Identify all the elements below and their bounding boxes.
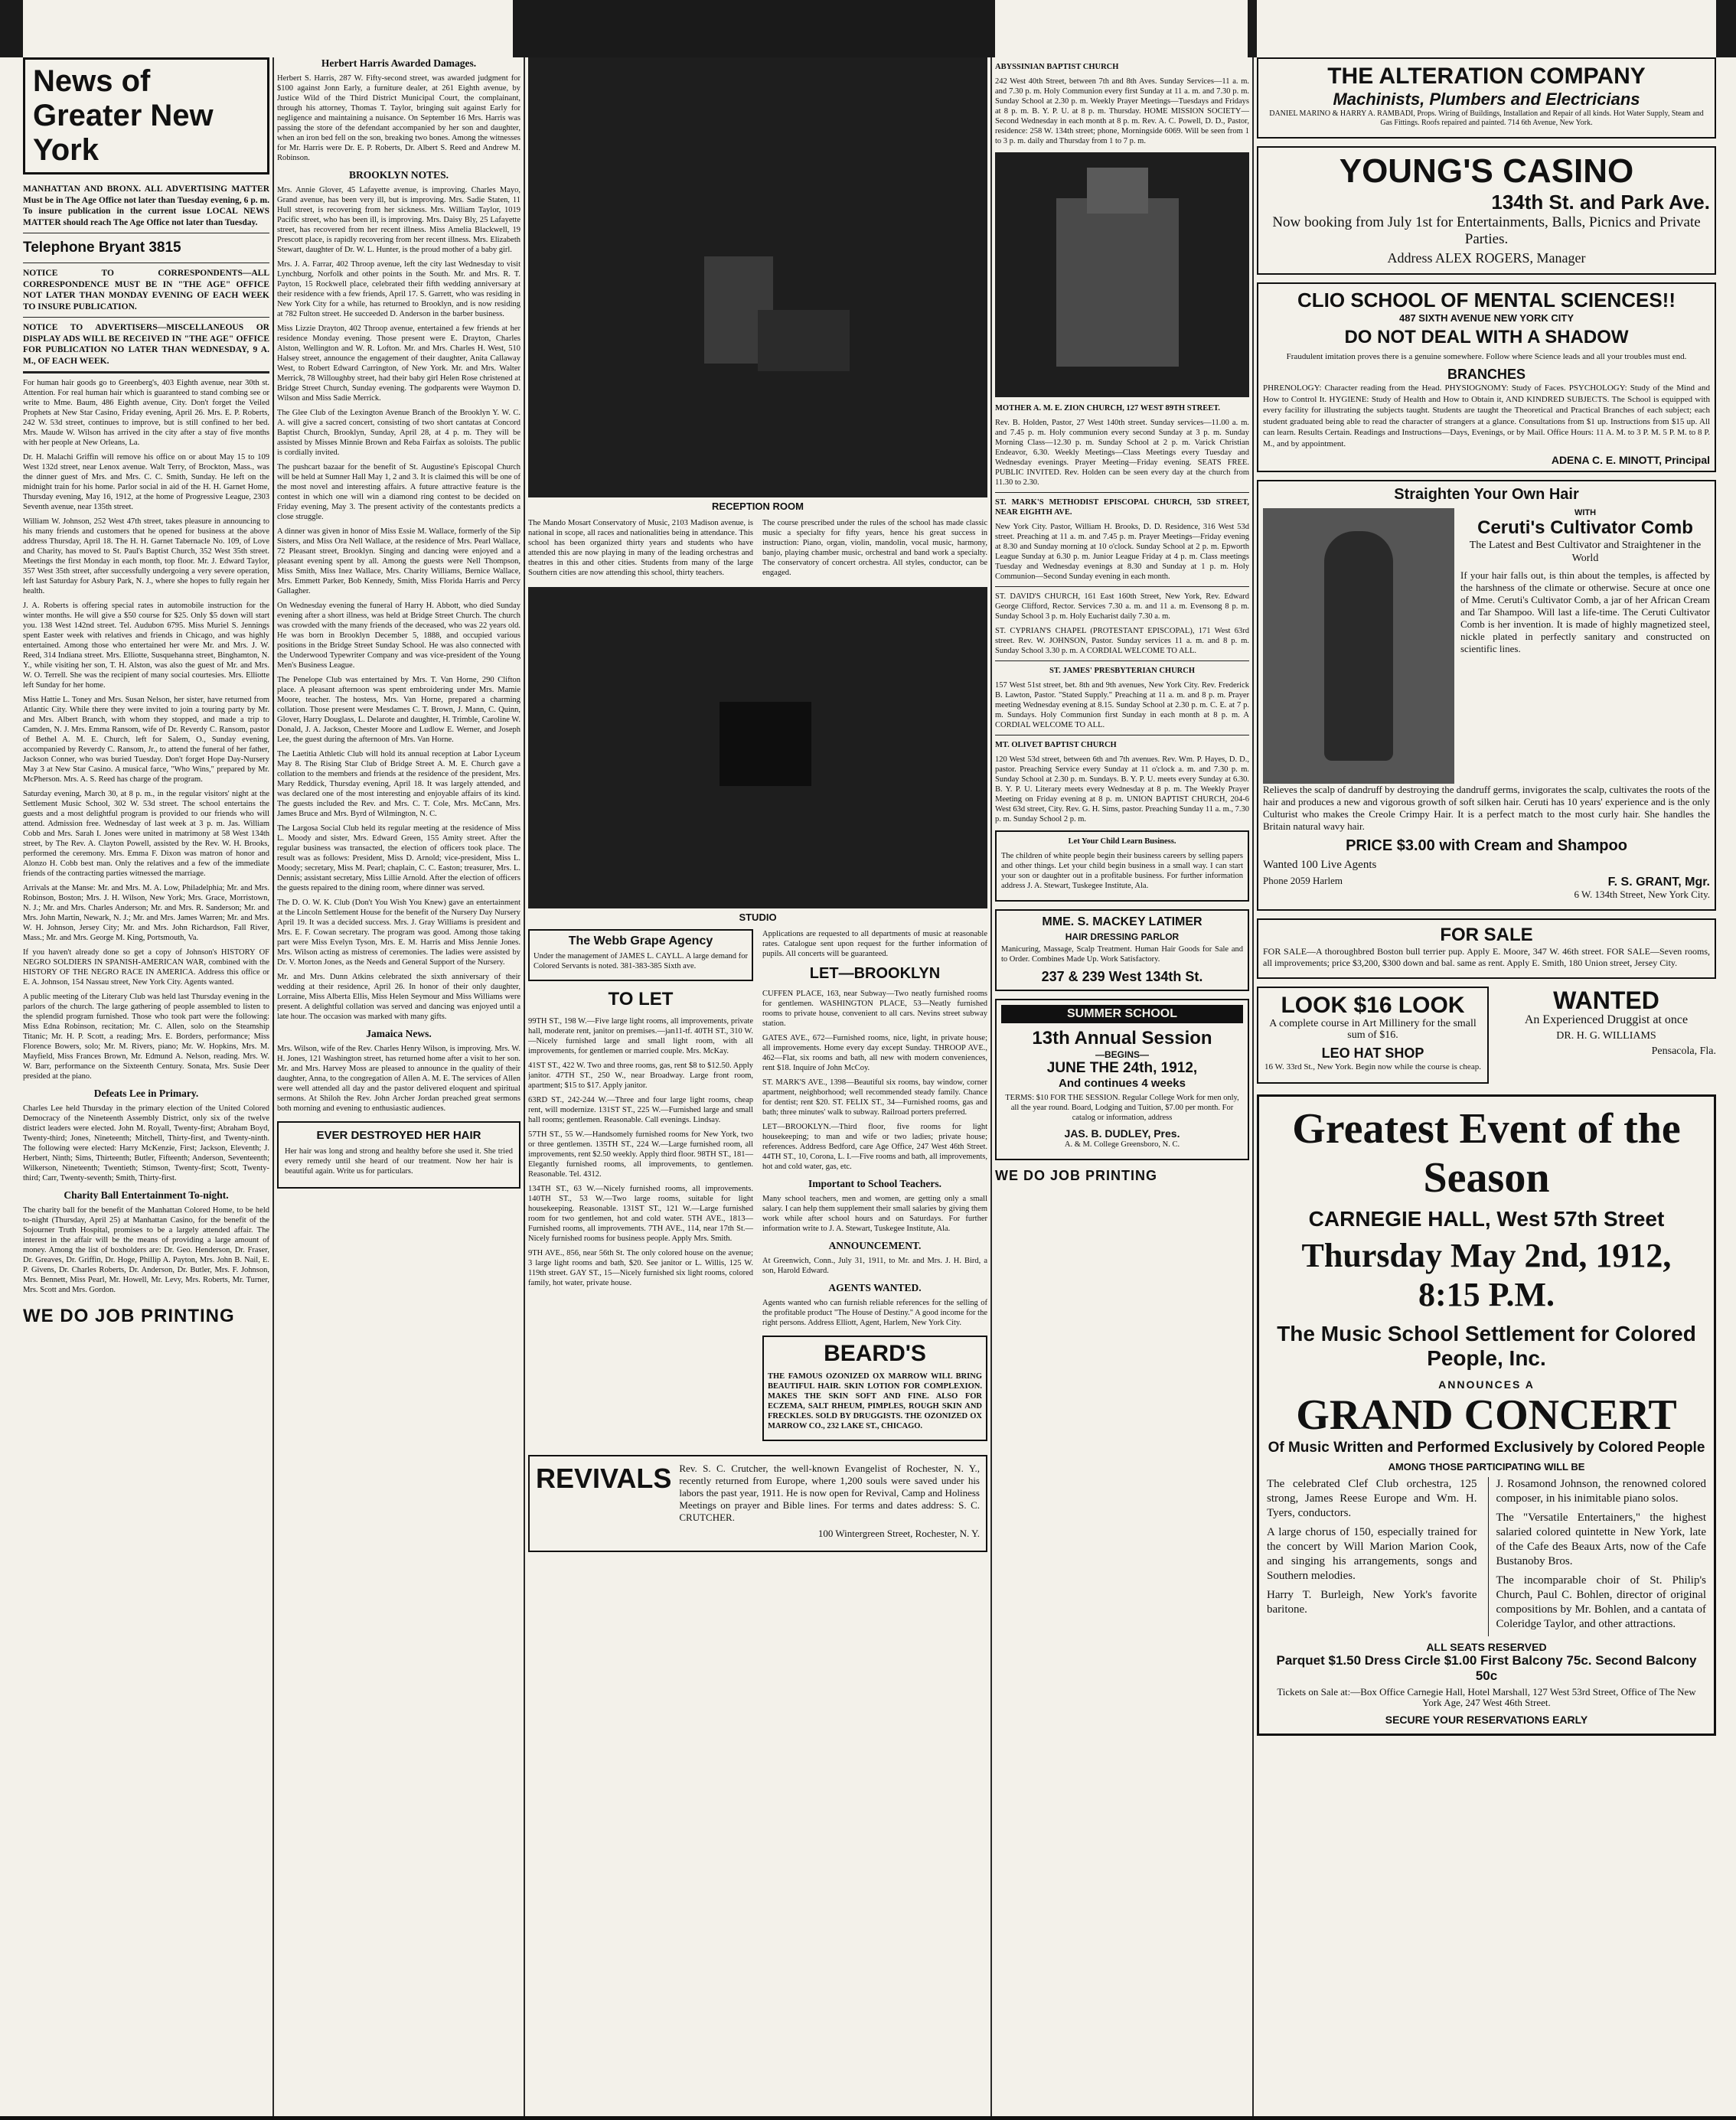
text-block: 9TH AVE., 856, near 56th St. The only colored house on the avenue; 3 large light rooms and bath, $20. See janitor or L. Willis, 125 W. 119th street. GAY ST., 15—Nicely furnished six light rooms, colored family, hot water, private house. [528,1249,753,1287]
text-block: If your hair falls out, is thin about the temples, is affected by the harshness of the climate or otherwise. Secure at once one of Mme. Ceruti's Cultivator Comb, a jar of her African Cream and Tar Shampoo. Will last a life-time. The Ceruti Cultivator Comb is her invention. It is made of highly magnetized steel, nickle plated in perfectly sanitary and constructed on scientific lines. [1460,569,1710,654]
top-border-gap [1257,0,1716,57]
casino-address: 134th St. and Park Ave. [1491,191,1710,214]
alteration-title: THE ALTERATION COMPANY [1327,64,1646,89]
text-block: Mrs. Wilson, wife of the Rev. Charles Henry Wilson, is improving. Mrs. W. H. Jones, 121 Washington street, has returned home after a visit to her son. Mr. and Mrs. Harvey Moss are pleased to announce in the quality of their daughter, Anna, to the congregation of Allen A. M. E. The services of Allen were well attended all day and the pastor delivered eloquent and spiritual sermons. At Shiloh the Rev. John Archer Jordan preached great sermons both morning and evening to enthusiastic audiences. [277,1045,520,1113]
text-block: Let Your Child Learn Business. [1068,837,1176,846]
clio-shadow: DO NOT DEAL WITH A SHADOW [1344,326,1629,347]
text-block: 41ST ST., 422 W. Two and three rooms, gas, rent $8 to $12.50. Apply janitor. 47TH ST., 250 W., near Broadway. Large front room, apartment; $15 to $17. Apply janitor. [528,1062,753,1090]
church-abyssinian: ABYSSINIAN BAPTIST CHURCH [995,63,1119,71]
text-block: The children of white people begin their business careers by selling papers and other things. Let your child begin business in a small way. I can start your son or daughter out in a profitable business. For further information address J. A. Stewart, Tuskegee Institute, Ala. [1001,852,1243,890]
heading-charity-ball: Charity Ball Entertainment To-night. [64,1189,229,1201]
event-school: The Music School Settlement for Colored People, Inc. [1277,1321,1696,1370]
clio-title: CLIO SCHOOL OF MENTAL SCIENCES!! [1297,288,1676,311]
hair-with: WITH [1574,508,1597,517]
hair-sub: The Latest and Best Cultivator and Straightener in the World [1469,540,1702,564]
text-block: Her hair was long and strong and healthy before she used it. She tried every remedy until she heard of our treatment. Now her hair is beautiful again. Write us for particulars. [285,1147,513,1176]
event-date: Thursday May 2nd, 1912, 8:15 P.M. [1301,1236,1672,1313]
text-block: 120 West 53d street, between 6th and 7th avenues. Rev. Wm. P. Hayes, D. D., pastor. Preaching Service every Sunday at 11 o'clock a. m. and 7.30 p. m. Sunday School at 2.30 p. m. Sundays. B. Y. P. U. meets every Sunday at 6.30. B. Y. P. U. Literary meets every Wednesday at 8 p. m. The Weekly Prayer Meeting on Friday evening at 8 p. m. UNION BAPTIST CHURCH, 204-6 West 63d street, City. Rev. G. H. Sims, pastor. Preaching Sunday 11 a. m., 7.30 p. m. Sunday School 2 p. m. [995,755,1249,824]
casino-text: Now booking from July 1st for Entertainments, Balls, Picnics and Private Parties. [1272,214,1701,247]
wanted-title: WANTED [1553,987,1659,1014]
hair-title: Straighten Your Own Hair [1394,486,1579,503]
event-tickets: Tickets on Sale at:—Box Office Carnegie Hall, Hotel Marshall, 127 West 53rd Street, Office of The New York Age, 247 West 46th Street. [1277,1685,1696,1708]
text-block: CUFFEN PLACE, 163, near Subway—Two neatly furnished rooms for gentlemen. WASHINGTON PLACE, 53—Neatly furnished rooms to private house, convenient to all cars. Nevins street subway station. [762,990,987,1028]
text-block: On Wednesday evening the funeral of Harry H. Abbott, who died Sunday evening after a short illness, was held at Bridge Street Church. The church was crowded with the many friends of the deceased, who was 22 years old. He was born in Brooklyn December 5, 1888, and occupied various positions in the Bridge Street Sunday School. He was also connected with the Underwood Typewriter Company and was vice-president of the Young Men's Business League. [277,602,520,670]
revivals-text: Rev. S. C. Crutcher, the well-known Evangelist of Rochester, N. Y., recently returned from Europe, where 1,200 souls were saved under his labors the past year, 1911. He is now open for Revival, Camp and Holiness Meetings on prayer and Bible lines. For terms and dates address: S. C. CRUTCHER. [679,1463,980,1523]
column-studio-classifieds [528,57,987,2116]
text-block: For human hair goods go to Greenberg's, 403 Eighth avenue, near 30th st. Attention. For real human hair which is guaranteed to stand combing see or write to Mme. Baum, 486 Eighth avenue, City. Don't forget the Veiled Prophets at New Star Casino, Friday evening, April 26. Mrs. E. P. Roberts, 242 W. 53d street, continues to improve, but is still confined to her bed. Mrs. Maude W. Wilson has arrived in the city after a stay of five months with her people at New Orleans, La. [23,379,269,447]
heading-harris: Herbert Harris Awarded Damages. [321,57,477,69]
heading-agents-wanted: AGENTS WANTED. [828,1282,922,1293]
text-block: 57TH ST., 55 W.—Handsomely furnished rooms for New York, two or three gentlemen. 135TH ST., 224 W.—Large furnished room, all improvements, rent $2.50 weekly. Apply third floor. 98TH ST., 181—Elegantly furnished rooms, all improvements, to gentlemen. Reasonable. Tel. 4312. [528,1130,753,1179]
event-prices: Parquet $1.50 Dress Circle $1.00 First Balcony 75c. Second Balcony 50c [1276,1652,1697,1683]
telephone-line: Telephone Bryant 3815 [23,240,181,256]
event-among: AMONG THOSE PARTICIPATING WILL BE [1388,1460,1585,1473]
event-participant: The "Versatile Entertainers," the highest salaried colored quintette in New York, late of the Cafe des Beaux Arts, now of the Cafe Bustanoby Bros. [1496,1511,1706,1567]
event-title: Greatest Event of the Season [1292,1104,1681,1202]
event-hall: CARNEGIE HALL, West 57th Street [1308,1206,1665,1231]
text-block: The D. O. W. K. Club (Don't You Wish You Knew) gave an entertainment at the Lincoln Settlement House for the benefit of the Nursery Day Nursery April 19. It was a decided success. Mrs. J. Gray Williams is president and Mrs. E. F. Cowan secretary. The program was good. Among those taking part were Miss Evelyn Tyson, Mrs. E. M. Harris and Miss Jennie Jones. Mrs. Wilson acting as mistress of ceremonies. The ladies were assisted by Dr. V. Morton Jones, as the Needs and General Support of the Nursery. [277,899,520,967]
text-block: ST. DAVID'S CHURCH, 161 East 160th Street, New York, Rev. Edward George Clifford, Rector. Services 7.30 a. m. and 11 a. m. Evensong 8 p. m. Sunday School 3 p. m. Holy Eucharist daily 7.30 a. m. [995,592,1249,621]
text-block: The Penelope Club was entertained by Mrs. T. Van Horne, 290 Clifton place. A pleasant afternoon was spent embroidering under Mrs. Mamie Moore, teacher. The hostess, Mrs. Van Horne, prepared a charming collation. Those present were Mesdames C. T. Brown, J. Mann, C. Quinn, Glover, Harry Douglass, L. Delarote and daughter, H. Trimble, Caroline W. Donald, J. A. Jackson, Chester Moore and Ludlow E. Werner, and Joseph Lee, the guest during the afternoon of Mrs. Van Horne. [277,676,520,744]
column-advertisements [1257,57,1716,2116]
concert-advertisement [1257,1094,1716,1736]
top-scan-border [0,0,1736,57]
caption-studio: STUDIO [739,912,777,923]
event-participant: Harry T. Burleigh, New York's favorite baritone. [1267,1588,1477,1616]
text-block: Dr. H. Malachi Griffin will remove his office on or about May 15 to 109 West 132d street, near Lenox avenue. Walt Terry, of Brockton, Mass., was the dinner guest of Mrs. and Mrs. C. C. Smith, Sunday. He left on the midnight train for his home. Parlor social in aid of the H. H. Garnet Home, Thursday evening, May 16, 1912, at the home of Progressive League, 2303 Seventh avenue, near 135th street. [23,453,269,511]
photo-church [995,152,1249,397]
clio-branches: BRANCHES [1447,367,1526,382]
text-block: Miss Lizzie Drayton, 402 Throop avenue, entertained a few friends at her residence Monday evening. Those present were E. Drayton, Charles Alston, Wellington and W. R. Lofton. Mr. and Mrs. Charles H. West, 510 Halsey street, announce the engagement of their daughter, Anita Callaway West, to Robert Edward Carrington, of New York. Mr. and Mrs. Walter Merrick, 78 Willoughby street, had their baby girl Helen Rose christened at Bridge Street Church, Sunday evening. The godparents were Waymon D. Wilson and Miss Sadie Merrick. [277,325,520,403]
job-printing-ad: WE DO JOB PRINTING [995,1168,1158,1183]
wanted-city: Pensacola, Fla. [1651,1045,1716,1057]
notice-advertisers: NOTICE TO ADVERTISERS—MISCELLANEOUS OR DISPLAY ADS WILL BE RECEIVED IN "THE AGE" OFFICE FOR PUBLICATION NO LATER THAN WEDNESDAY, 9 A. M., OF EACH WEEK. [23,323,269,366]
text-block: 63RD ST., 242-244 W.—Three and four large light rooms, cheap rent, will modernize. 131ST ST., 225 W.—Furnished large and small hall rooms; gentlemen. Reasonable. Call evenings. Lindsay. [528,1096,753,1124]
event-participant: J. Rosamond Johnson, the renowned colored composer, in his inimitable piano solos. [1496,1477,1706,1505]
hair-box-title: EVER DESTROYED HER HAIR [316,1129,481,1142]
text-block: Charles Lee held Thursday in the primary election of the United Colored Democracy of the Nineteenth Assembly District, only six of the twelve district leaders were elected. John M. Royall, Twenty-first; Abraham Boyd, Twenty-third; Jones, Nineteenth; Mitchell, Thirty-first, and Twenty-ninth. The following were elected: Harry McKenzie, First; Jackson, Eleventh; J. Herbert, Ninth; Sims, Thirteenth; Butler, Fifteenth; Anderson, Seventeenth; Wilkerson, Nineteenth; Twentieth; Stimson, Twenty-first; Scott, Twenty-third; Carr, Twenty-seventh; Smith, Thirty-first. [23,1104,269,1182]
text-block: Rev. B. Holden, Pastor, 27 West 140th street. Sunday services—11.00 a. m. and 7.45 p. m. Holy communion every second Sunday at 3 p. m. Sunday Morning Class—12.30 p. m. Sunday School at 2 p. m. Varick Christian Endeavor, 6.30. Weekly Meetings—Class Meetings every Tuesday and Wednesday evenings. Prayer Meeting—Friday evening. SEATS FREE. PUBLIC INVITED. Rev. Holden can be seen every day at the church from 11.30 to 2.30. [995,419,1249,487]
heading-brooklyn-notes: BROOKLYN NOTES. [348,169,449,181]
wanted-by: DR. H. G. WILLIAMS [1556,1029,1656,1042]
church-st-james: ST. JAMES' PRESBYTERIAN CHURCH [1049,667,1195,675]
text-block: Agents wanted who can furnish reliable references for the selling of the profitable product "The House of Destiny." A good income for the right persons. Address Elliott, Agent, Harlem, New York City. [762,1299,987,1327]
photo-reception-room [528,57,987,497]
text-block: At Greenwich, Conn., July 31, 1911, to Mr. and Mrs. J. H. Bird, a son, Harold Edward. [762,1257,987,1275]
summer-school-title: SUMMER SCHOOL [1001,1005,1243,1023]
look-title: LOOK $16 LOOK [1281,993,1465,1018]
column-rule [1252,57,1254,2116]
text-block: The pushcart bazaar for the benefit of St. Augustine's Episcopal Church will be held at Sumner Hall May 1, 2 and 3. It is claimed this will be one of the most novel and interesting affairs. A future attractive feature is the contest in which one will win a diamond ring contest to be decided on Friday evening, May 3. The present activity of the contestants predicts a close struggle. [277,463,520,521]
hair-price: PRICE $3.00 with Cream and Shampoo [1346,837,1627,854]
summer-date: JUNE THE 24th, 1912, [1046,1060,1198,1076]
church-mt-olivet: MT. OLIVET BAPTIST CHURCH [995,741,1117,749]
bottom-scan-border [0,2116,1736,2120]
text-block: GATES AVE., 672—Furnished rooms, nice, light, in private house; all improvements. Home every day except Sunday. THROOP AVE., 462—Flat, six rooms and bath, all new with modern conveniences, rent $18. Inquire of John McCoy. [762,1034,987,1072]
clio-address: 487 SIXTH AVENUE NEW YORK CITY [1398,311,1574,324]
event-participant: The celebrated Clef Club orchestra, 125 strong, James Reese Europe and Wm. H. Tyers, conductors. [1267,1477,1477,1519]
event-announces: ANNOUNCES A [1438,1378,1535,1391]
text-block: ST. CYPRIAN'S CHAPEL (PROTESTANT EPISCOPAL), 171 West 63rd street. Rev. W. JOHNSON, Pastor. Sunday services 11 a. m. and 8 p. m. Sunday School 3.30 p. m. A CORDIAL WELCOME TO ALL. [995,627,1249,655]
hair-address: 6 W. 134th Street, New York City. [1574,888,1710,900]
text-block: The Glee Club of the Lexington Avenue Branch of the Brooklyn Y. W. C. A. will give a sacred concert, consisting of two short cantatas at Concord Baptist Church, Brooklyn, Sunday, April 28, at 4 p. m. They will be assisted by Misses Minnie Brown and Reba Fairfax as soloists. The public is cordially invited. [277,409,520,457]
intro-notice: MANHATTAN AND BRONX. ALL ADVERTISING MATTER Must be in The Age Office not later than Tuesday evening, 6 p. m. To insure publication in the current issue LOCAL NEWS MATTER should reach The Age Office not later than Tuesday. [23,184,269,227]
text-block: Under the management of JAMES L. CAYLL. A large demand for Colored Servants is noted. 381-383-385 Sixth ave. [534,952,748,970]
event-of: Of Music Written and Performed Exclusively by Colored People [1268,1439,1705,1456]
event-participant: A large chorus of 150, especially trained for the concert by Will Marion Marion Cook, and singing his arrangements, songs and Southern melodies. [1267,1525,1477,1582]
beard-ad-title: BEARD'S [824,1341,926,1366]
text-block: William W. Johnson, 252 West 47th street, takes pleasure in announcing to his many friends and customers that he opened for business at the above address Thursday, April 18. The H. H. Garnet Tabernacle No. 109, of Love and Charity, has moved to St. Paul's Baptist Church, 352 West 35th street. Meetings the first Monday in each month, top floor. Mr. J. Edward Taylor, 357 West 35th street, after successfully undergoing a very severe operation, left last Saturday for Asbury Park, N. J., where she hopes to fully regain her health. [23,517,269,595]
text-block: TERMS: $10 FOR THE SESSION. Regular College Work for men only, all the year round. Board, Lodging and Tuition, $7.00 per month. For catalog or information, address [1005,1094,1239,1122]
column-rule [272,57,274,2116]
casino-manager: Address ALEX ROGERS, Manager [1387,250,1586,266]
column-rule [524,57,525,2116]
text-block: FOR SALE—A thoroughbred Boston bull terrier pup. Apply E. Moore, 347 W. 46th street. FOR SALE—Seven rooms, all improvements; price $3,200, $300 down and bal. same as rent. Apply E. Smith, 180 Union street, Jersey City. [1263,946,1710,968]
summer-begins: —BEGINS— [1095,1049,1149,1060]
text-block: Manicuring, Massage, Scalp Treatment. Human Hair Goods for Sale and to Order. Combines Made Up. Work Satisfactory. [1001,945,1243,964]
hair-manager: F. S. GRANT, Mgr. [1607,875,1710,889]
event-participant: The incomparable choir of St. Philip's Church, Paul C. Bohlen, director of original compositions by Mr. Bohlen, and a cantata of Coleridge Taylor, and other attractions. [1496,1574,1706,1630]
text-block: Applications are requested to all departments of music at reasonable rates. Catalogue sent upon request for the further information of pupils. All concerts will be guaranteed. [762,930,987,958]
text-block: The Laetitia Athletic Club will hold its annual reception at Labor Lyceum May 8. The Rising Star Club of Bridge Street A. M. E. Church gave a collation to the members and friends at the residence of the president, Mrs. Mary Reddick, Thursday evening, April 18. It was largely attended, and was declared one of the most interesting and enjoyable affairs of its kind. The guests included the Rev. and Mrs. C. T. Cole, Mrs. McCann, Mrs. James Bruce and Mrs. Byrd of Wilmington, N. C. [277,750,520,818]
event-seats: ALL SEATS RESERVED [1426,1640,1547,1653]
look-sub: A complete course in Art Millinery for the small sum of $16. [1269,1018,1477,1041]
column-brooklyn-notes [277,57,520,2116]
text-block: Mrs. J. A. Farrar, 402 Throop avenue, left the city last Wednesday to visit Lynchburg, Norfolk and other points in the South. Mr. and Mrs. R. T. Payton, 15 Rockwell place, celebrated their fifth wedding anniversary at their residence with a few friends, April 17. S. Garrett, who was residing in New York City for a while, has returned to Brooklyn, and is now residing at 782 Fulton street. He succeeded D. Anderson in the barber business. [277,260,520,318]
masthead-title: News of Greater New York [23,57,269,174]
text-block: PHRENOLOGY: Character reading from the Head. PHYSIOGNOMY: Study of Faces. PSYCHOLOGY: Study of the Mind and How to Control It. HYGIENE: Study of Health and How to Obtain it, AND KINDRED SUBJECTS. The School is equipped with every facility for illustrating the subjects taught. Students are taught the Theoretical and Practical Branches of each subject; each student graduated being able to read the character of strangers at a glance. Consultations from $1 up. Instructions from $15 up. All can learn. Results Certain. Readings and Instructions—Days, Evenings, or by Mail. Office Hours: 11 A. M. to 3 P. M. 5 P. M. to 8 P. M., and by appointment. [1263,383,1710,448]
text-block: 16 W. 33rd St., New York. Begin now while the course is cheap. [1264,1062,1481,1071]
to-let-heading: TO LET [608,989,674,1009]
heading-school-teachers: Important to School Teachers. [808,1178,941,1189]
illustration-woman-hair [1263,508,1454,784]
forsale-title: FOR SALE [1440,925,1533,945]
job-printing-ad: WE DO JOB PRINTING [23,1306,235,1326]
text-block: 99TH ST., 198 W.—Five large light rooms, all improvements, private hall, moderate rent, janitor on premises.—jan11-tf. 40TH ST., 310 W.—Nicely furnished large and small light room, with all improvements, for gentlemen or married couple. Mrs. McKay. [528,1017,753,1055]
church-mother-zion: MOTHER A. M. E. ZION CHURCH, 127 WEST 89TH STREET. [995,404,1221,413]
text-block: If you haven't already done so get a copy of Johnson's HISTORY OF NEGRO SOLDIERS IN SPANISH-AMERICAN WAR, combined with the HISTORY OF THE NEGRO RACE IN AMERICA. Address this office or E. A. Johnson, 154 Nassau street, New York City. Agents wanted. [23,948,269,987]
text-block: The Mando Mosart Conservatory of Music, 2103 Madison avenue, is national in scope, all races and nationalities being in attendance. This school has been organized thirty years and students who have attended this are now playing in many of the leading orchestras and theatres in this and other cities. Students from many of the large Southern cities are now attending this school, thirty teachers. [528,519,753,577]
notice-correspondents: NOTICE TO CORRESPONDENTS—ALL CORRESPONDENCE MUST BE IN "THE AGE" OFFICE NOT LATER THAN MONDAY EVENING OF EACH WEEK TO INSURE PUBLICATION. [23,269,269,311]
hair-comb: Ceruti's Cultivator Comb [1477,517,1693,538]
top-border-gap [995,0,1248,57]
event-concert: GRAND CONCERT [1296,1391,1677,1439]
church-st-marks: ST. MARK'S METHODIST EPISCOPAL CHURCH, 53D STREET, NEAR EIGHTH AVE. [995,498,1249,517]
text-block: Miss Hattie L. Toney and Mrs. Susan Nelson, her sister, have returned from Atlantic City. While there they were invited to join a touring party by Mr. and Mrs. Albert Branch, with whom they stopped, and made a trip to Camden, N. J. Mrs. Emma Ransom, wife of Dr. Reverdy C. Ransom, pastor of Bethel A. M. E. Church, left for Salem, O., Sunday evening, accompanied by Reverdy C. Ransom, Jr., to attend the funeral of her father, Jackson Conner, who was buried Tuesday. Don't forget Hope Day-Nursery May 3 at New Star Casino. A musical farce, "Who Wins," prepared by Mr. McPherson. Mrs. A. S. Reed has charge of the program. [23,696,269,784]
caption-reception-room: RECEPTION ROOM [712,501,804,512]
heading-jamaica: Jamaica News. [366,1028,432,1039]
webb-agency-title: The Webb Grape Agency [568,934,713,947]
text-block: Saturday evening, March 30, at 8 p. m., in the regular visitors' night at the Settlement Music School, 302 W. 53d street. The school entertains the guests and a most delightful program is provided to our friends who will attend. Admission free. Wednesday of last week at 3 p. m. Jas. William Cobb and Mrs. Sarah I. Jones were united in matrimony at 58 West 134th street, by The Rev. A. Clayton Powell, assisted by the Rev. W. H. Brooks, performed the ceremony. Mrs. Emma F. Dixon was matron of honor and Alonzo H. Cobb best man. Only the relatives and a few of the immediate friends of the contracting parties witnessed the marriage. [23,790,269,878]
text-block: Mrs. Annie Glover, 45 Lafayette avenue, is improving. Charles Mayo, Grand avenue, has been very ill, but is improving. Mrs. Sadie Staten, 11 Hull street, is recovering from her sickness. Mrs. William Taylor, 1019 Pacific street, who has been ill, is improving. Mrs. Daisy Bly, 25 Lafayette street, has recovered from her recent illness. Miss Amelia Blackwell, 19 Prescott place, is rapidly recovering from her recent illness. Mrs. Elizabeth Stewart, daughter of Dr. W. L. Hunter, is the proud mother of a baby girl. [277,186,520,254]
text-block: A public meeting of the Literary Club was held last Thursday evening in the parlors of the church. The large gathering of people assembled to listen to the splendid program furnished. Those who took part were the following: Miss Edna Robinson, recitation; Mr. C. Allen, solo on the Steamship Titanic; Mr. H. P. Scott, a reading; Mrs. E. Borders, performance; Miss Florence Bowers, solo; Mr. M. Rivers, piano; Mr. W. Hopkins, Mrs. M. Mayfield, Miss Frances Brown, Mr. Edmund A. Nelson, reading. Mrs. W. W. Barr, performance on the Sixteenth Century. Sonata, Mrs. Susie Deer presided at the piano. [23,993,269,1081]
text-block: The course prescribed under the rules of the school has made classic music a specialty for fifty years, hence his great success in instruction: Piano, organ, violin, mandolin, vocal music, harmony, banjo, playing chamber music, orchestral and band work a specialty. The conservatory of concert orchestra. All styles, conductor, can be engaged. [762,519,987,577]
let-brooklyn-heading: LET—BROOKLYN [809,965,941,982]
text-block: Many school teachers, men and women, are getting only a small salary. I can help them supplement their small salaries by giving them work while after school hours and on Saturdays. For further information write to J. A. Stewart, Tuskegee Institute, Ala. [762,1195,987,1233]
heading-defeats-lee: Defeats Lee in Primary. [93,1088,199,1099]
text-block: A dinner was given in honor of Miss Essie M. Wallace, formerly of the Sip Sisters, and Miss Ora Nell Wallace, at the residence of Mrs. Pearl Wallace, 72 Pleasant street, Brooklyn. Singing and dancing were enjoyed and a pleasant evening spent by all. Among the guests were Nell Thompson, Miss Smith, Miss Inez Wallace, Mrs. Charity Williams, Bernice Wallace, Mrs. Emmett Parker, Bob Kennedy, Smith, Miss Florida Harris and Percy Gallagher. [277,527,520,595]
event-secure: SECURE YOUR RESERVATIONS EARLY [1385,1713,1588,1726]
latimer-sub: HAIR DRESSING PARLOR [1065,931,1180,942]
top-border-gap [23,0,513,57]
text-block: The charity ball for the benefit of the Manhattan Colored Home, to be held to-night (Thursday, April 25) at Manhattan Casino, for the benefit of the Sojourner Truth Hospital, promises to be a largely attended affair. The interest in the affair will be the means of providing a large amount of money. Among the list of boxholders are: Dr. Geo. Henderson, Dr. Fraser, Dr. Greaves, Dr. Griffin, Dr. Hoge, Phillip A. Payton, Mrs. John B. Nail, E. P. Givens, Dr. Charles Roberts, Dr. Anderson, Dr. Butler, Mrs. F. Johnson, Mrs. Bennett, Miss Pearl, Mr. Howell, Mr. Levy, Mrs. Roberts, Mr. Turner, Mrs. Scott and Mrs. Gordon. [23,1206,269,1294]
summer-president: JAS. B. DUDLEY, Pres. [1064,1127,1180,1140]
heading-announcement: ANNOUNCEMENT. [828,1240,922,1251]
text-block: Fraudulent imitation proves there is a genuine somewhere. Follow where Science leads and all your troubles must end. [1286,351,1687,361]
text-block: Phone 2059 Harlem [1263,874,1343,886]
wanted-sub: An Experienced Druggist at once [1524,1013,1689,1026]
revivals-title: REVIVALS [536,1463,672,1494]
text-block: Mr. and Mrs. Dunn Atkins celebrated the sixth anniversary of their wedding at their residence, April 26. In honor of their only daughter, Lorraine, Miss Alberta Ellis, Miss Helen Seymour and Miss Williams were present. A delightful collation was served and dancing was enjoyed until a late hour. The occasion was marked with many gifts. [277,973,520,1021]
alteration-sub: Machinists, Plumbers and Electricians [1333,90,1640,109]
clio-principal: ADENA C. E. MINOTT, Principal [1551,454,1710,466]
text-block: DANIEL MARINO & HARRY A. RAMBADI, Props. Wiring of Buildings, Installation and Repair of all kinds. Hot Water Supply, Steam and Gas Fittings. Roofs repaired and painted. 714 6th Avenue, New York. [1269,109,1704,127]
latimer-address: 237 & 239 West 134th St. [1041,969,1203,984]
hair-agents: Wanted 100 Live Agents [1263,859,1377,871]
photo-studio [528,587,987,908]
text-block: Relieves the scalp of dandruff by destroying the dandruff germs, invigorates the scalp, cultivates the roots of the hair and produces a new and vigorous growth of soft silken hair. Ceruti has 10 years' experience and is the only Culturist who makes the Creole Crimpy Hair. It is a perfect match to the most curly hair. She handles the Britain natural wavy hair. [1263,784,1710,832]
text-block: J. A. Roberts is offering special rates in automobile instruction for the winter months. He will give a $50 course for $25. Only $5 down will start you. 138 West 142nd street. Tel. Audubon 6795. Miss Muriel S. Jennings spent Easter week with relatives and friends in Chicago, and was highly entertained. Among those who entertained her were Mr. and Mrs. J. W. Reed, 314 Indiana street. Mrs. Elliotte, Susquehanna street, Binghamton, N. Y., while visiting her son, T. H. Alston, was also the guest of Mr. and Mrs. W. O. Terrell. She was the recipient of many social courtesies. Mrs. Elliotte left Sunday for her home. [23,602,269,690]
text-block: Arrivals at the Manse: Mr. and Mrs. M. A. Low, Philadelphia; Mr. and Mrs. Robinson, Boston; Mrs. J. H. Wilson, New York; Mrs. Grace, Morristown, N. J.; Mr. and Mrs. Charles Anderson; Mr. and Mrs. R. Sanderson; Mr. and Mrs. John Martin, Newark, N. J.; Mr. and Mrs. James Warren; Mr. and Mrs. W. H. Johnson, Jersey City; Mr. and Mrs. John Richardson, Fall River, Mass.; Mr. and Mrs. George M. King, Portsmouth, Va. [23,884,269,942]
text-block: Herbert S. Harris, 287 W. Fifty-second street, was awarded judgment for $100 against Jonn Early, a furniture dealer, at 261 Eighth avenue, by Justice Wild of the Third District Municipal Court, the complainant, through his attorney, Thomas T. Taylor, bringing suit against Early for negligence and maintaining a nuisance. On September 16 Mrs. Harris was passing the store of the defendant accompanied by her son and daughter, when an iron bed fell on the son, breaking two bones. Among the witnesses for Mr. Harris were Dr. E. P. Roberts, Dr. Albert S. Reed and Andrew M. Robinson. [277,74,520,162]
text-block: THE FAMOUS OZONIZED OX MARROW WILL BRING BEAUTIFUL HAIR. SKIN LOTION FOR COMPLEXION. MAKES THE SKIN SOFT AND FINE. ALSO FOR ECZEMA, SALT RHEUM, PIMPLES, ROUGH SKIN AND FRECKLES. SOLD BY DRUGGISTS. THE OZONIZED OX MARROW CO., 232 LAKE ST., CHICAGO. [768,1372,982,1430]
revivals-address: 100 Wintergreen Street, Rochester, N. Y. [817,1528,980,1539]
column-rule [990,57,992,2116]
text-block: 134TH ST., 63 W.—Nicely furnished rooms, all improvements. 140TH ST., 53 W.—Two large rooms, suitable for light housekeeping. Reasonable. 131ST ST., 121 W.—Large furnished room for two gentlemen, hot and cold water. 5TH AVE., 1813—Furnished rooms, all improvements. 7TH AVE., 114, near 17th St.—Nicely furnished rooms for business people. Apply Mrs. Smith. [528,1185,753,1243]
leo-hat-shop: LEO HAT SHOP [1321,1045,1424,1061]
text-block: The Largosa Social Club held its regular meeting at the residence of Miss L. Moody and sister, Mrs. Edward Green, 155 Amity street. After the regular business was transacted, the election of officers took place. The result was as follows: President, Miss D. Arnold; vice-president, Miss L. Moody; secretary, Miss M. Pearl; chaplain, C. C. Easton; treasurer, Mrs. L. Dennis; assistant secretary, Miss Lillie Arnold. After the election of officers the guests repaired to the dining room, where dinner was served. [277,824,520,892]
summer-session: 13th Annual Session [1032,1028,1212,1049]
latimer-title: MME. S. MACKEY LATIMER [1042,915,1202,928]
column-churches [995,57,1249,2116]
casino-title: YOUNG'S CASINO [1339,152,1634,190]
text-block: 242 West 40th Street, between 7th and 8th Aves. Sunday Services—11 a. m. and 7.30 p. m. Holy Communion every first Sunday at 11 a. m. and 7.30 p. m. Sunday School at 2.30 p. m. Weekly Prayer Meetings—Tuesdays and Fridays at 8 p. m. B. Y. P. U. at 8 p. m. Thursday. HOME MISSION SOCIETY—Second Wednesday in each month at 8 p. m. Rev. A. C. Powell, D. D., Pastor, residence: 258 W. 134th street; phone, Morningside 6069. Will be seen from 1 to 3 p. m. daily and Thursday from 1 to 7 p. m. [995,77,1249,145]
summer-weeks: And continues 4 weeks [1059,1077,1186,1090]
text-block: ST. MARK'S AVE., 1398—Beautiful six rooms, bay window, corner apartment, neighborhood; well recommended steady family. Chance for dentist; rent $20. ST. FELIX ST., 34—Furnished rooms, gas and bath; three minutes' walk to subway. Railroad porters preferred. [762,1078,987,1117]
text-block: New York City. Pastor, William H. Brooks, D. D. Residence, 316 West 53d street. Preaching at 11 a. m. and 7.45 p. m. Prayer Meetings—Friday evening at 8.30 and Sunday morning at 10 o'clock. Sunday School at 2 p. m. Epworth League Sunday at 6.30 p. m. Junior League Friday at 4 p. m. Class meetings Tuesday and Wednesday evenings at 8.30 and Sunday at 1 p. m. Holy Communion—Second Sunday evening in each month. [995,523,1249,581]
text-block: 157 West 51st street, bet. 8th and 9th avenues, New York City. Rev. Frederick B. Lawton, Pastor. "Stated Supply." Preaching at 11 a. m. and 8 p. m. Prayer meeting Wednesday evening at 8.15. Sunday School at 2.30 p. m. C. E. at 7 p. m. Sundays. Holy Communion first Sunday in each month at 8 p. m. A CORDIAL WELCOME TO ALL. [995,681,1249,729]
text-block: A. & M. College Greensboro, N. C. [1064,1140,1180,1149]
column-local-news [23,57,269,2116]
text-block: LET—BROOKLYN.—Third floor, five rooms for light housekeeping; to man and wife or two ladies; private house; references. Address Bedford, care Age Office, 247 West 46th Street. 44TH ST., 10, Corona, L. I.—Five rooms and bath, all improvements, hot and cold water, gas, etc. [762,1123,987,1171]
